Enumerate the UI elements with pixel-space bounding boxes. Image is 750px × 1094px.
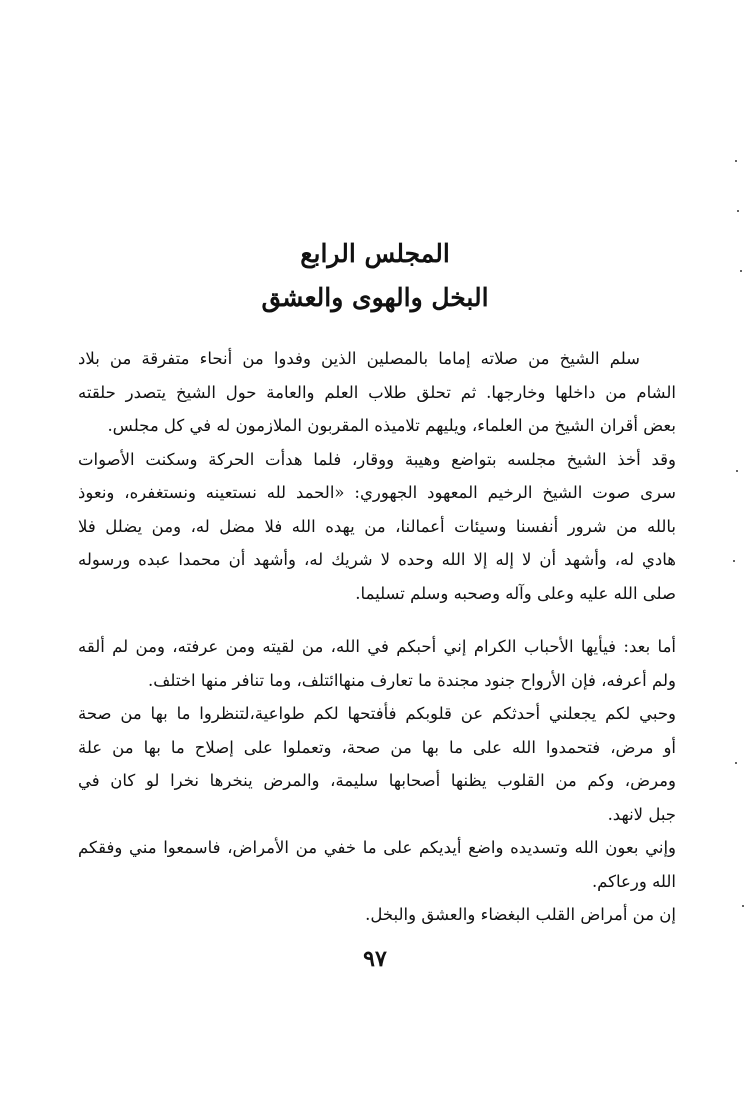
scan-speck bbox=[742, 905, 744, 907]
text-line: أما بعد: فيأيها الأحباب الكرام إني أحبكم في الله، من لقيته ومن عرفته، ومن لم ألقه bbox=[78, 637, 676, 656]
text-line: ولم أعرفه، فإن الأرواح جنود مجندة ما تعارف منهاائتلف، وما تنافر منها اختلف. bbox=[148, 670, 676, 690]
chapter-title bbox=[0, 232, 750, 320]
body-section-1 bbox=[78, 342, 676, 610]
text-line: الله ورعاكم. bbox=[591, 871, 676, 891]
text-line: وقد أخذ الشيخ مجلسه بتواضع وهيبة ووقار، فلما هدأت الحركة وسكنت الأصوات bbox=[78, 449, 676, 469]
text-line: بالله من شرور أنفسنا وسيئات أعمالنا، من يهده الله فلا مضل له، ومن يضلل فلا bbox=[78, 516, 676, 536]
scan-speck bbox=[735, 160, 737, 162]
text-line: سلم الشيخ من صلاته إماما بالمصلين الذين وفدوا من أنحاء متفرقة من بلاد bbox=[78, 349, 640, 368]
text-line: وحبي لكم يجعلني أحدثكم عن قلوبكم فأفتحها لكم طواعية،لتنظروا ما بها من صحة bbox=[78, 704, 676, 723]
scan-speck bbox=[735, 762, 737, 764]
text-line: بعض أقران الشيخ من العلماء، ويليهم تلاميذه المقربون الملازمون له في كل مجلس. bbox=[107, 416, 676, 435]
text-line: أو مرض، فتحمدوا الله على ما بها من صحة، وتعملوا على إصلاح ما بها من علة bbox=[78, 737, 676, 757]
scan-speck bbox=[736, 470, 738, 472]
text-line: هادي له، وأشهد أن لا إله إلا الله وحده لا شريك له، وأشهد أن محمدا عبده ورسوله bbox=[78, 550, 676, 569]
scan-speck bbox=[733, 560, 735, 562]
scan-speck bbox=[737, 210, 739, 212]
chapter-title-line-2: البخل والهوى والعشق bbox=[261, 283, 489, 312]
text-line: الشام من داخلها وخارجها. ثم تحلق طلاب العلم والعامة حول الشيخ يتصدر حلقته bbox=[78, 382, 676, 402]
scan-speck bbox=[740, 270, 742, 272]
text-line: وإني بعون الله وتسديده واضع أيديكم على ما خفي من الأمراض، فاسمعوا مني وفقكم bbox=[78, 838, 676, 857]
text-line: ومرض، وكم من القلوب يظنها أصحابها سليمة، والمرض ينخرها نخرا لو كان في bbox=[78, 771, 676, 790]
chapter-title-line-1: المجلس الرابع bbox=[300, 239, 450, 268]
text-line: سرى صوت الشيخ الرخيم المعهود الجهوري: «الحمد لله نستعينه ونستغفره، ونعوذ bbox=[78, 483, 676, 502]
text-line: صلى الله عليه وعلى وآله وصحبه وسلم تسليما. bbox=[355, 583, 676, 603]
page-number: ٩٧ bbox=[363, 946, 387, 972]
body-section-2 bbox=[78, 630, 676, 932]
text-line: جبل لانهد. bbox=[607, 804, 676, 824]
text-line: إن من أمراض القلب البغضاء والعشق والبخل. bbox=[365, 905, 676, 924]
